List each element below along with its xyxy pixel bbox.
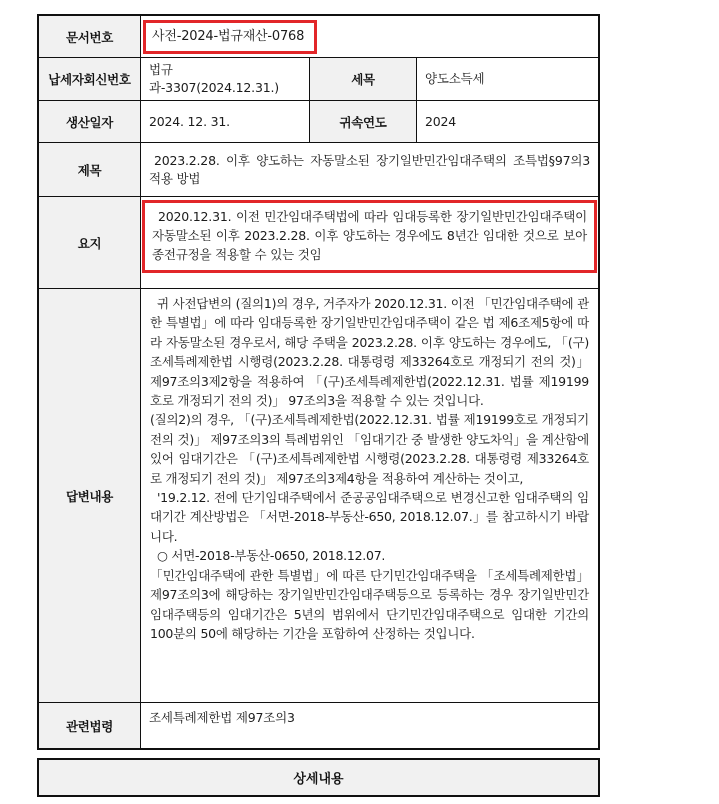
doc-number-value: 사전-2024-법규재산-0768 [152, 28, 305, 44]
production-date-label: 생산일자 [39, 101, 141, 142]
summary-label: 요지 [39, 197, 141, 288]
title-value: 2023.2.28. 이후 양도하는 자동말소된 장기일반민간임대주택의 조특법§97의3 적용 방법 [149, 152, 590, 186]
doc-number-label: 문서번호 [39, 16, 141, 57]
answer-label: 답변내용 [39, 289, 141, 702]
answer-paragraph: ○ 서면-2018-부동산-0650, 2018.12.07. [157, 548, 386, 564]
related-laws-row [39, 703, 598, 748]
doc-number-row [39, 16, 598, 58]
related-laws-value: 조세특례제한법 제97조의3 [149, 710, 295, 725]
doc-number-highlight-box [143, 20, 317, 54]
attribution-year-value: 2024 [425, 113, 457, 129]
detail-section-header [37, 758, 600, 797]
answer-content [141, 289, 598, 702]
summary-cell [141, 197, 598, 288]
answer-paragraph: 귀 사전답변의 (질의1)의 경우, 거주자가 2020.12.31. 이전 「민간임대주택에 관한 특별법」에 따라 임대등록한 장기일반민간임대주택이 같은 법 제6조제5항에 따라 자동말소된 경우로서, 해당 주택을 2023.2.28. 이후 양도하는 경우에도, 「(구)조세특례제한법 시행령(2023.2.28. 대통령령 제33264호로 개정되기 전의 것)」 제97조의3제2항을 적용하여 「(구)조세특례제한법(2022.12.31. 법률 제19199호로 개정되기 전의 것)」 97조의3을 적용할 수 있는 것입니다. [150, 296, 589, 409]
production-date-row [39, 101, 598, 143]
answer-paragraph: (질의2)의 경우, 「(구)조세특례제한법(2022.12.31. 법률 제19199호로 개정되기 전의 것)」 제97조의3의 특례범위인 「임대기간 중 발생한 양도차익」을 계산함에 있어 임대기간은 「(구)조세특례제한법 시행령(2023.2.28. 대통령령 제33264호로 개정되기 전의 것)」 제97조의3제4항을 적용하여 계산하는 것이고, [150, 412, 589, 486]
answer-paragraph: 「민간임대주택에 관한 특별법」에 따른 단기민간임대주택을 「조세특례제한법」 제97조의3에 해당하는 장기일반민간임대주택등으로 등록하는 경우 장기일반민간임대주택등의 임대기간은 5년의 범위에서 단기민간임대주택으로 임대한 기간의 100분의 50에 해당하는 기간을 포함하여 산정하는 것입니다. [150, 567, 589, 641]
attribution-year-label: 귀속연도 [310, 101, 417, 142]
detail-section-title: 상세내용 [293, 772, 344, 787]
title-label: 제목 [39, 143, 141, 196]
summary-value: 2020.12.31. 이전 민간임대주택법에 따라 임대등록한 장기일반민간임대주택이 자동말소된 이후 2023.2.28. 이후 양도하는 경우에도 8년간 임대한 것으로 보아 종전규정을 적용할 수 있는 것임 [152, 209, 587, 262]
summary-row [39, 197, 598, 289]
tax-item-label: 세목 [310, 58, 417, 100]
ruling-document-table [37, 14, 600, 750]
answer-paragraph: '19.2.12. 전에 단기임대주택에서 준공공임대주택으로 변경신고한 임대주택의 임대기간 계산방법은 「서면-2018-부동산-650, 2018.12.07.」를 참고하시기 바랍니다. [150, 490, 589, 544]
reply-number-row [39, 58, 598, 101]
answer-row [39, 289, 598, 703]
reply-number-value: 법규과-3307(2024.12.31.) [141, 58, 310, 100]
summary-highlight-box [142, 200, 597, 273]
title-value-cell [141, 143, 598, 196]
doc-number-cell [141, 16, 598, 57]
production-date-value: 2024. 12. 31. [141, 101, 310, 142]
tax-item-value: 양도소득세 [425, 71, 485, 86]
title-row [39, 143, 598, 197]
related-laws-label: 관련법령 [39, 703, 141, 748]
reply-number-label: 납세자회신번호 [39, 58, 141, 100]
